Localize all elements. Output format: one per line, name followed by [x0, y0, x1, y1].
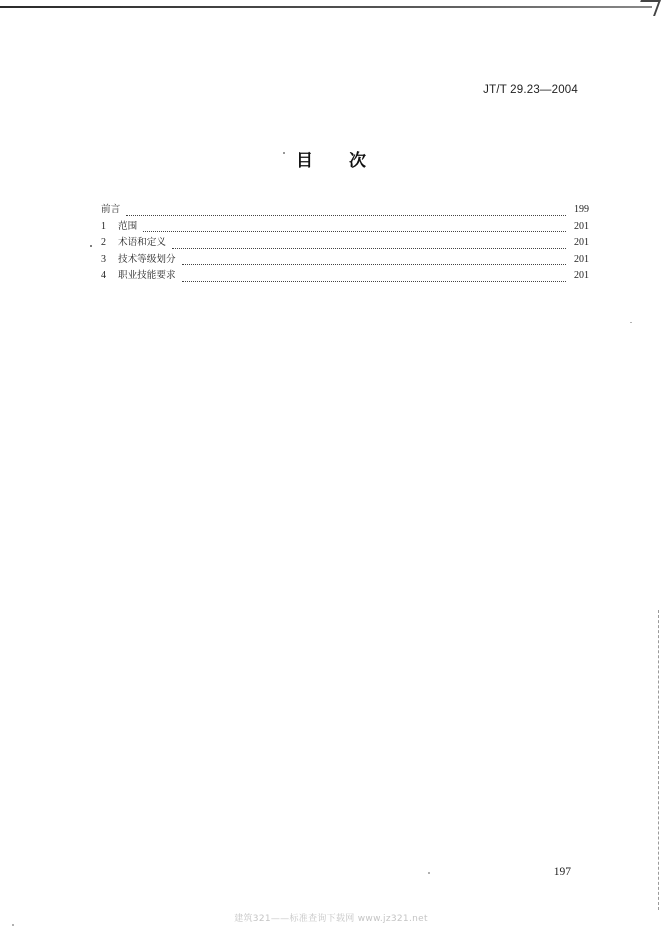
scan-speck — [428, 872, 430, 874]
toc-leader-dots — [172, 248, 566, 249]
scan-speck — [630, 322, 632, 323]
toc-leader-dots — [143, 231, 566, 232]
scan-speck — [90, 245, 92, 247]
toc-entry-page: 201 — [574, 220, 589, 232]
toc-entry-number: 3 — [101, 253, 106, 265]
toc-entry-label: 职业技能要求 — [118, 270, 176, 282]
page-title — [0, 146, 662, 171]
title-char-2: 次 — [349, 151, 366, 171]
standard-code: JT/T 29.23—2004 — [483, 84, 578, 96]
toc-entry-scope[interactable] — [101, 219, 589, 236]
top-border-rule — [0, 6, 652, 8]
toc-entry-foreword[interactable] — [101, 202, 589, 219]
toc-entry-page: 201 — [574, 270, 589, 282]
toc-leader-dots — [182, 264, 566, 265]
toc-leader-dots — [126, 215, 566, 216]
scan-speck — [12, 924, 14, 926]
page-number: 197 — [553, 866, 571, 878]
toc-entry-label: 术语和定义 — [118, 237, 166, 249]
toc-entry-page: 199 — [574, 204, 589, 215]
table-of-contents — [101, 202, 589, 285]
toc-entry-number: 1 — [101, 220, 106, 232]
toc-entry-technical-grades[interactable] — [101, 252, 589, 269]
toc-entry-number: 2 — [101, 237, 106, 249]
toc-entry-number: 4 — [101, 270, 106, 282]
toc-entry-label: 技术等级划分 — [118, 253, 176, 265]
toc-entry-terms-definitions[interactable] — [101, 235, 589, 252]
top-corner-mark — [635, 0, 661, 16]
toc-entry-label: 前言 — [101, 204, 121, 215]
toc-entry-page: 201 — [574, 253, 589, 265]
toc-entry-page: 201 — [574, 237, 589, 249]
title-char-1: 目 — [296, 151, 313, 171]
scan-edge-artifact — [658, 610, 660, 910]
watermark-text: 建筑321——标准查询下载网 www.jz321.net — [234, 914, 428, 924]
toc-entry-skill-requirements[interactable] — [101, 268, 589, 285]
toc-entry-label: 范围 — [118, 220, 138, 232]
toc-leader-dots — [182, 281, 566, 282]
